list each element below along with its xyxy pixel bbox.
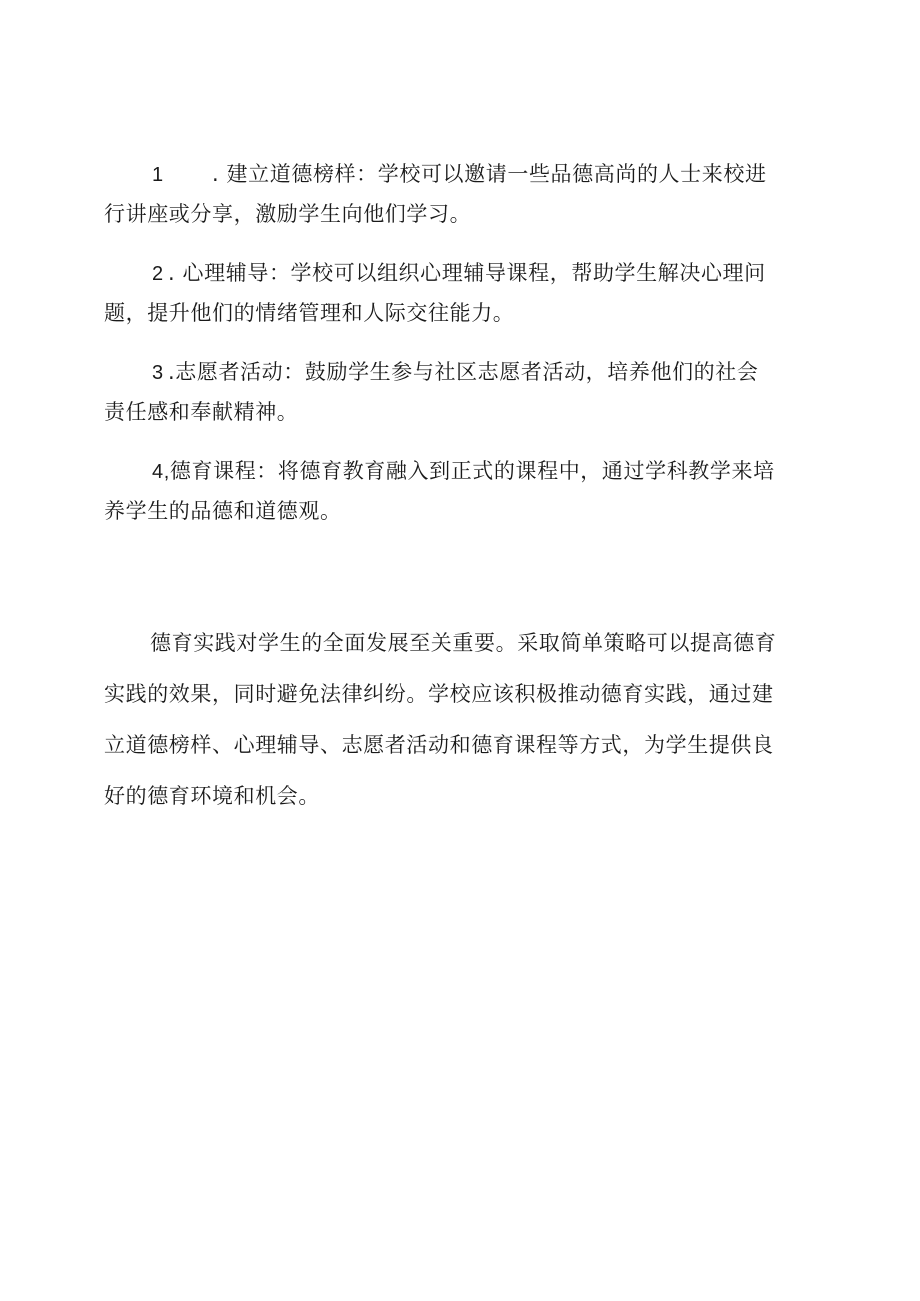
numbered-list xyxy=(104,155,824,551)
list-item-continuation: 责任感和奉献精神。 xyxy=(104,400,299,424)
summary-line: 好的德育环境和机会。 xyxy=(104,784,320,808)
list-item-first-line xyxy=(104,452,824,492)
list-item-text: .志愿者活动：鼓励学生参与社区志愿者活动，培养他们的社会 xyxy=(168,360,759,384)
summary-line: 德育实践对学生的全面发展至关重要。采取简单策略可以提高德育 xyxy=(150,631,777,655)
summary-line: 立道德榜样、心理辅导、志愿者活动和德育课程等方式，为学生提供良 xyxy=(104,733,774,757)
summary-line: 实践的效果，同时避免法律纠纷。学校应该积极推动德育实践，通过建 xyxy=(104,682,774,706)
list-item-continuation: 养学生的品德和道德观。 xyxy=(104,499,342,523)
list-item-text: . 心理辅导：学校可以组织心理辅导课程，帮助学生解决心理问 xyxy=(168,261,766,285)
list-item-first-line xyxy=(104,155,824,195)
list-item-text: . 建立道德榜样：学校可以邀请一些品德高尚的人士来校进 xyxy=(212,162,767,186)
list-item-text: 德育课程：将德育教育融入到正式的课程中，通过学科教学来培 xyxy=(169,459,775,483)
list-item-number: 4, xyxy=(152,461,170,483)
list-item xyxy=(104,155,824,234)
list-item-number: 1 xyxy=(152,164,164,186)
list-item xyxy=(104,353,824,432)
summary-paragraph xyxy=(104,618,824,822)
list-item-first-line xyxy=(104,353,824,393)
list-item-continuation: 行讲座或分享，激励学生向他们学习。 xyxy=(104,202,472,226)
list-item-continuation: 题，提升他们的情绪管理和人际交往能力。 xyxy=(104,301,515,325)
list-item-number: 3 xyxy=(152,362,164,384)
list-item-first-line xyxy=(104,254,824,294)
list-item xyxy=(104,254,824,333)
list-item-number: 2 xyxy=(152,263,164,285)
list-item xyxy=(104,452,824,531)
